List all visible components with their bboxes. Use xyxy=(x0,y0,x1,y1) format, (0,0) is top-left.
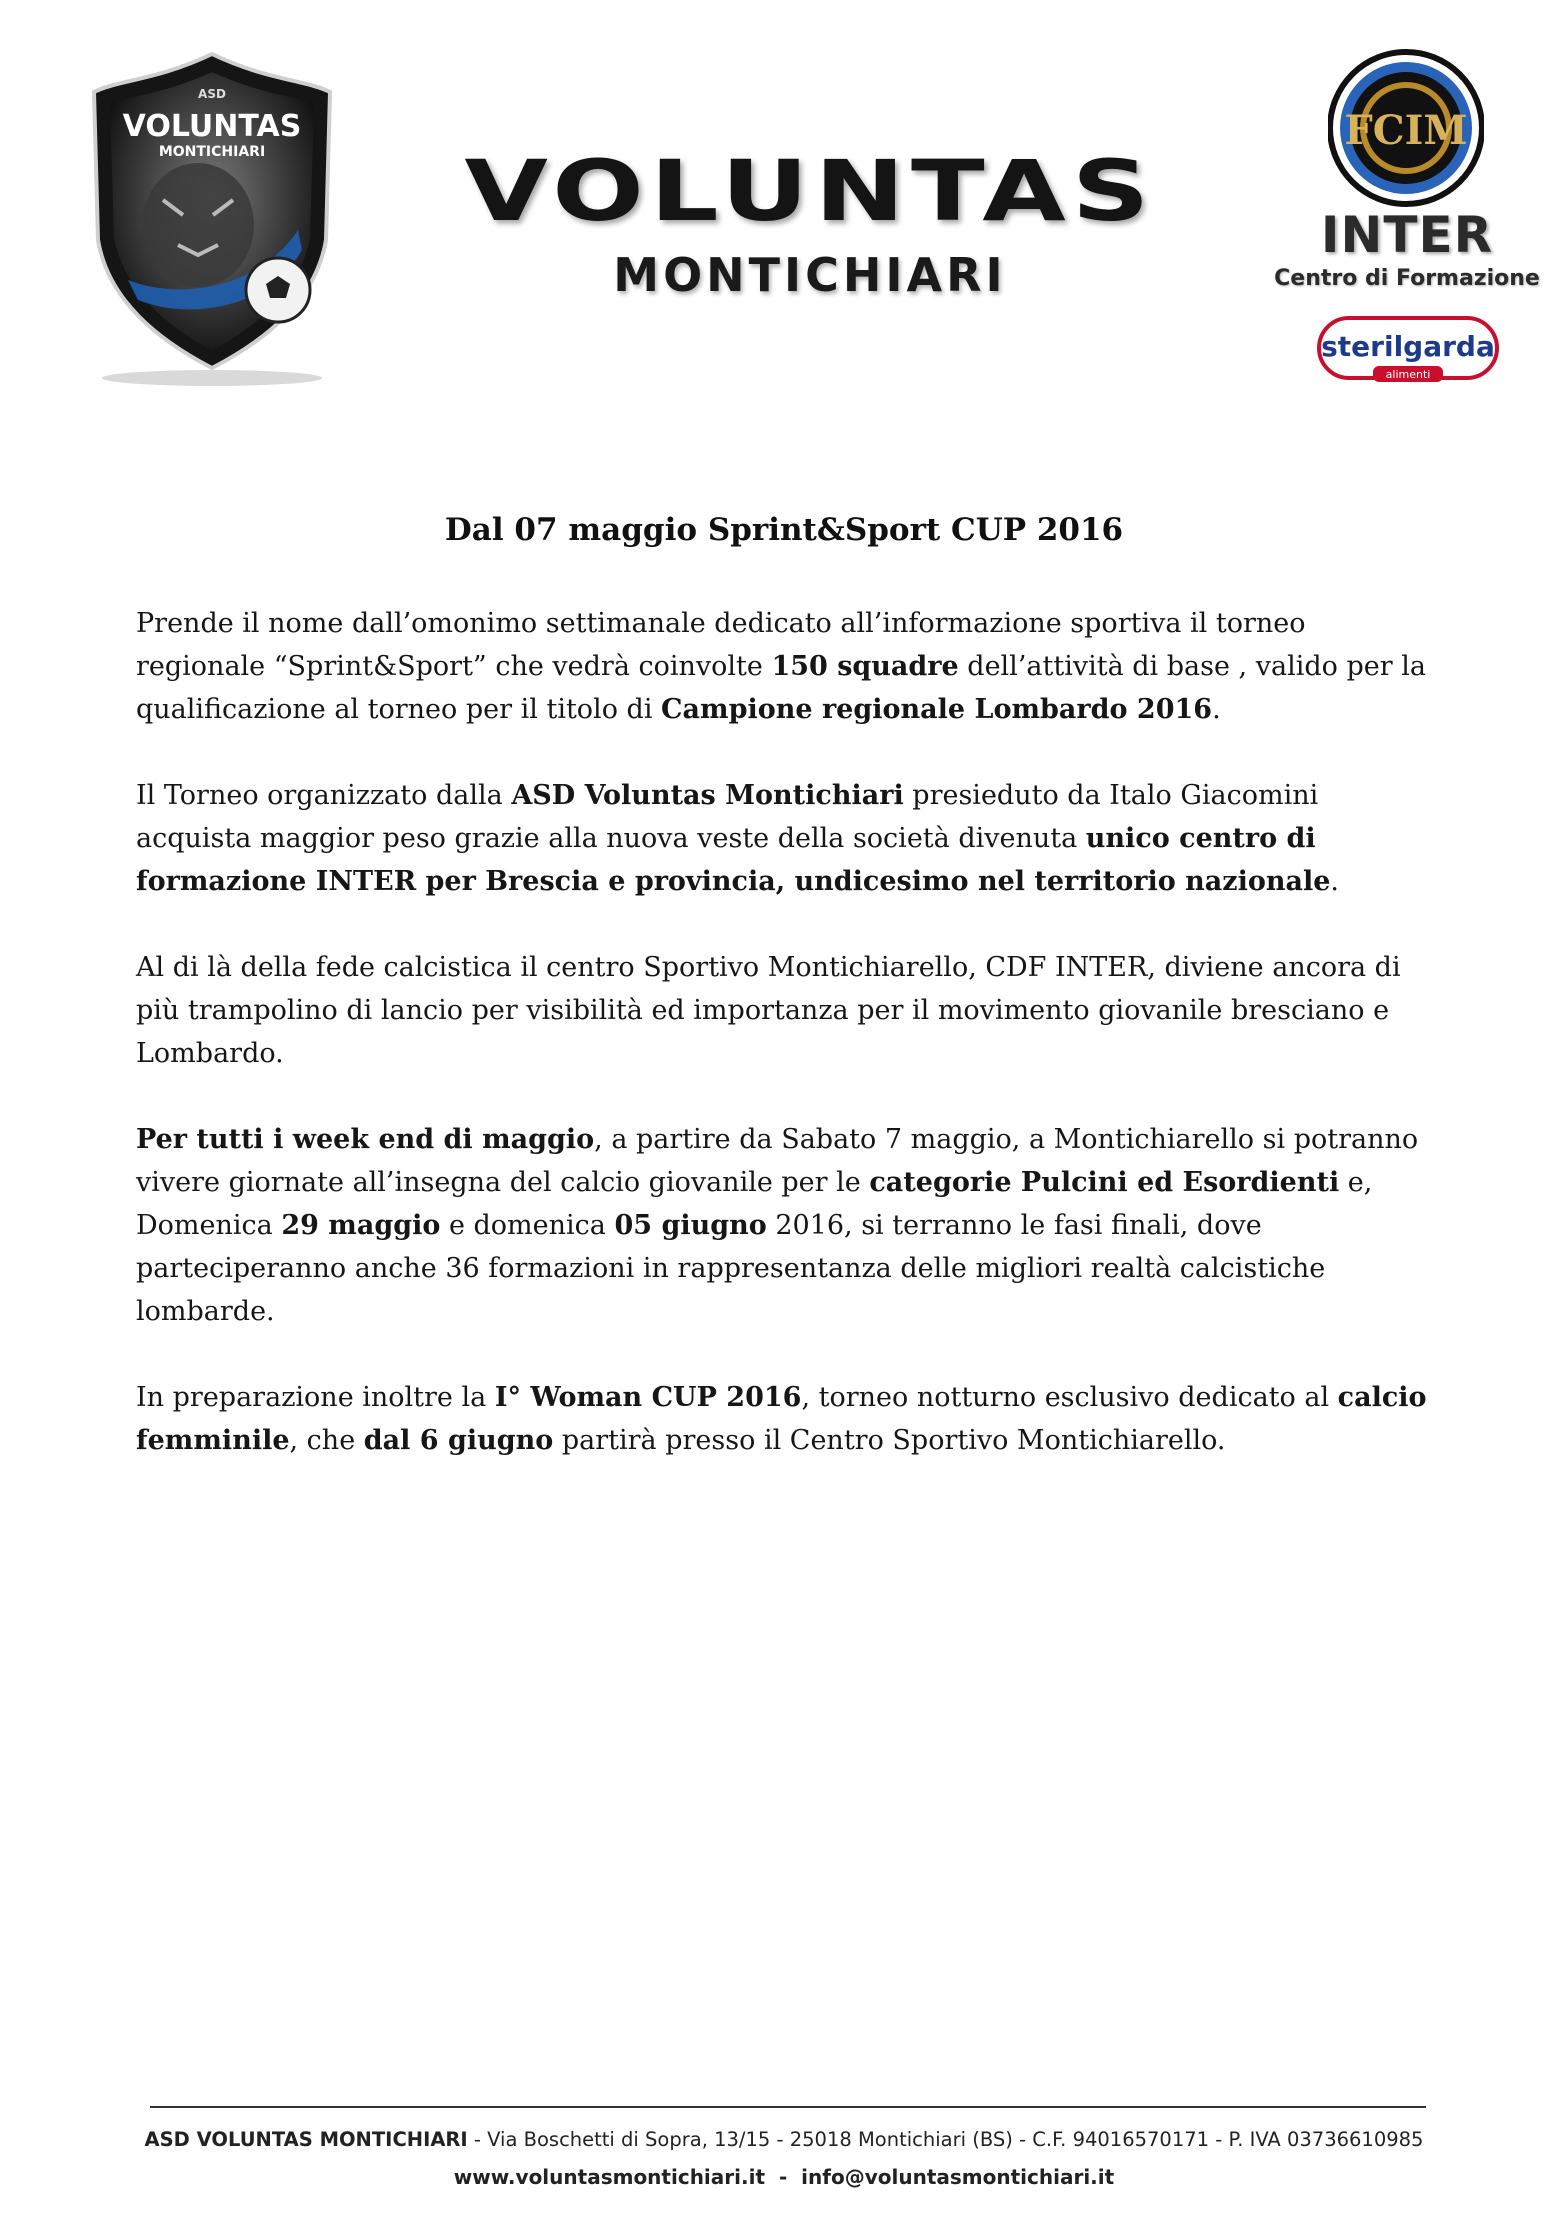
club-crest-logo xyxy=(88,50,336,390)
bold-text: categorie Pulcini ed Esordienti xyxy=(869,1167,1340,1198)
text-run: Il Torneo organizzato dalla xyxy=(136,780,512,811)
bold-text: ASD Voluntas Montichiari xyxy=(511,780,904,811)
text-run: Prende il nome dall’omonimo settimanale dedicato all’informazione sportiva il torneo regionale “Sprint&Sport” che vedrà coinvolte xyxy=(136,608,1306,682)
footer-divider xyxy=(150,2106,1426,2108)
footer-address: - Via Boschetti di Sopra, 13/15 - 25018 Montichiari (BS) - C.F. 94016570171 - P. IVA 03736610985 xyxy=(467,2128,1424,2151)
sponsor-logo xyxy=(1315,314,1501,388)
paragraph-2 xyxy=(136,774,1436,903)
inter-label: INTER xyxy=(1320,206,1494,264)
bold-text: 05 giugno xyxy=(614,1210,767,1241)
text-run: e, Domenica xyxy=(136,1167,1373,1241)
text-run: 2016, si terranno le fasi finali, dove parteciperanno anche 36 formazioni in rappresentanza delle migliori realtà calcistiche lombarde. xyxy=(136,1210,1326,1327)
bold-text: I° Woman CUP 2016 xyxy=(494,1382,802,1413)
wordmark-sub-text: MONTICHIARI xyxy=(613,248,1007,302)
paragraph-3 xyxy=(136,946,1436,1075)
text-run: presieduto da Italo Giacomini acquista maggior peso grazie alla nuova veste della società divenuta xyxy=(136,780,1319,854)
text-run: In preparazione inoltre la xyxy=(136,1382,495,1413)
footer-org: ASD VOLUNTAS MONTICHIARI xyxy=(144,2128,468,2151)
inter-badge-logo xyxy=(1328,48,1484,208)
document-body xyxy=(136,602,1436,1505)
bold-text: 150 squadre xyxy=(771,651,959,682)
bold-text: dal 6 giugno xyxy=(363,1425,554,1456)
wordmark-main-text: VOLUNTAS xyxy=(464,142,1156,241)
text-run: , a partire da Sabato 7 maggio, a Montichiarello si potranno vivere giornate all’insegna del calcio giovanile per le xyxy=(136,1124,1419,1198)
text-run: . xyxy=(1330,866,1340,897)
bold-text: Per tutti i week end di maggio xyxy=(136,1124,595,1155)
footer-separator: - xyxy=(765,2165,802,2189)
text-run: , che xyxy=(289,1425,364,1456)
sponsor-name: sterilgarda xyxy=(1321,330,1495,363)
text-run: partirà presso il Centro Sportivo Montichiarello. xyxy=(553,1425,1226,1456)
paragraph-4 xyxy=(136,1118,1436,1333)
bold-text: 29 maggio xyxy=(281,1210,441,1241)
document-title: Dal 07 maggio Sprint&Sport CUP 2016 xyxy=(444,512,1124,548)
text-run: , torneo notturno esclusivo dedicato al xyxy=(801,1382,1338,1413)
footer-email-link[interactable]: info@voluntasmontichiari.it xyxy=(801,2165,1115,2189)
text-run: e domenica xyxy=(440,1210,615,1241)
bold-text: Campione regionale Lombardo 2016 xyxy=(661,694,1213,725)
text-run: . xyxy=(1212,694,1221,725)
text-run: Al di là della fede calcistica il centro Sportivo Montichiarello, CDF INTER, diviene ancora di più trampolino di lancio per visibilità ed importanza per il movimento giovanile bresciano e Lombardo. xyxy=(136,952,1401,1069)
crest-asd-text: ASD xyxy=(198,87,226,101)
footer-address-line xyxy=(0,2128,1568,2151)
bold-text: unico centro di formazione INTER per Brescia e provincia, undicesimo nel territorio nazionale xyxy=(136,823,1331,897)
text-run: dell’attività di base , valido per la qualificazione al torneo per il titolo di xyxy=(136,651,1426,725)
bold-text: calcio femminile xyxy=(136,1382,1427,1456)
paragraph-1 xyxy=(136,602,1436,731)
footer-contact-line xyxy=(0,2165,1568,2189)
crest-sub-text: MONTICHIARI xyxy=(158,144,266,160)
sponsor-tagline: alimenti xyxy=(1385,368,1431,381)
crest-name-text: VOLUNTAS xyxy=(122,109,302,144)
club-wordmark xyxy=(430,142,1190,310)
paragraph-5 xyxy=(136,1376,1436,1462)
inter-monogram: FCIM xyxy=(1344,107,1468,154)
footer-website-link[interactable]: www.voluntasmontichiari.it xyxy=(453,2165,766,2189)
inter-sublabel: Centro di Formazione xyxy=(1274,266,1540,291)
